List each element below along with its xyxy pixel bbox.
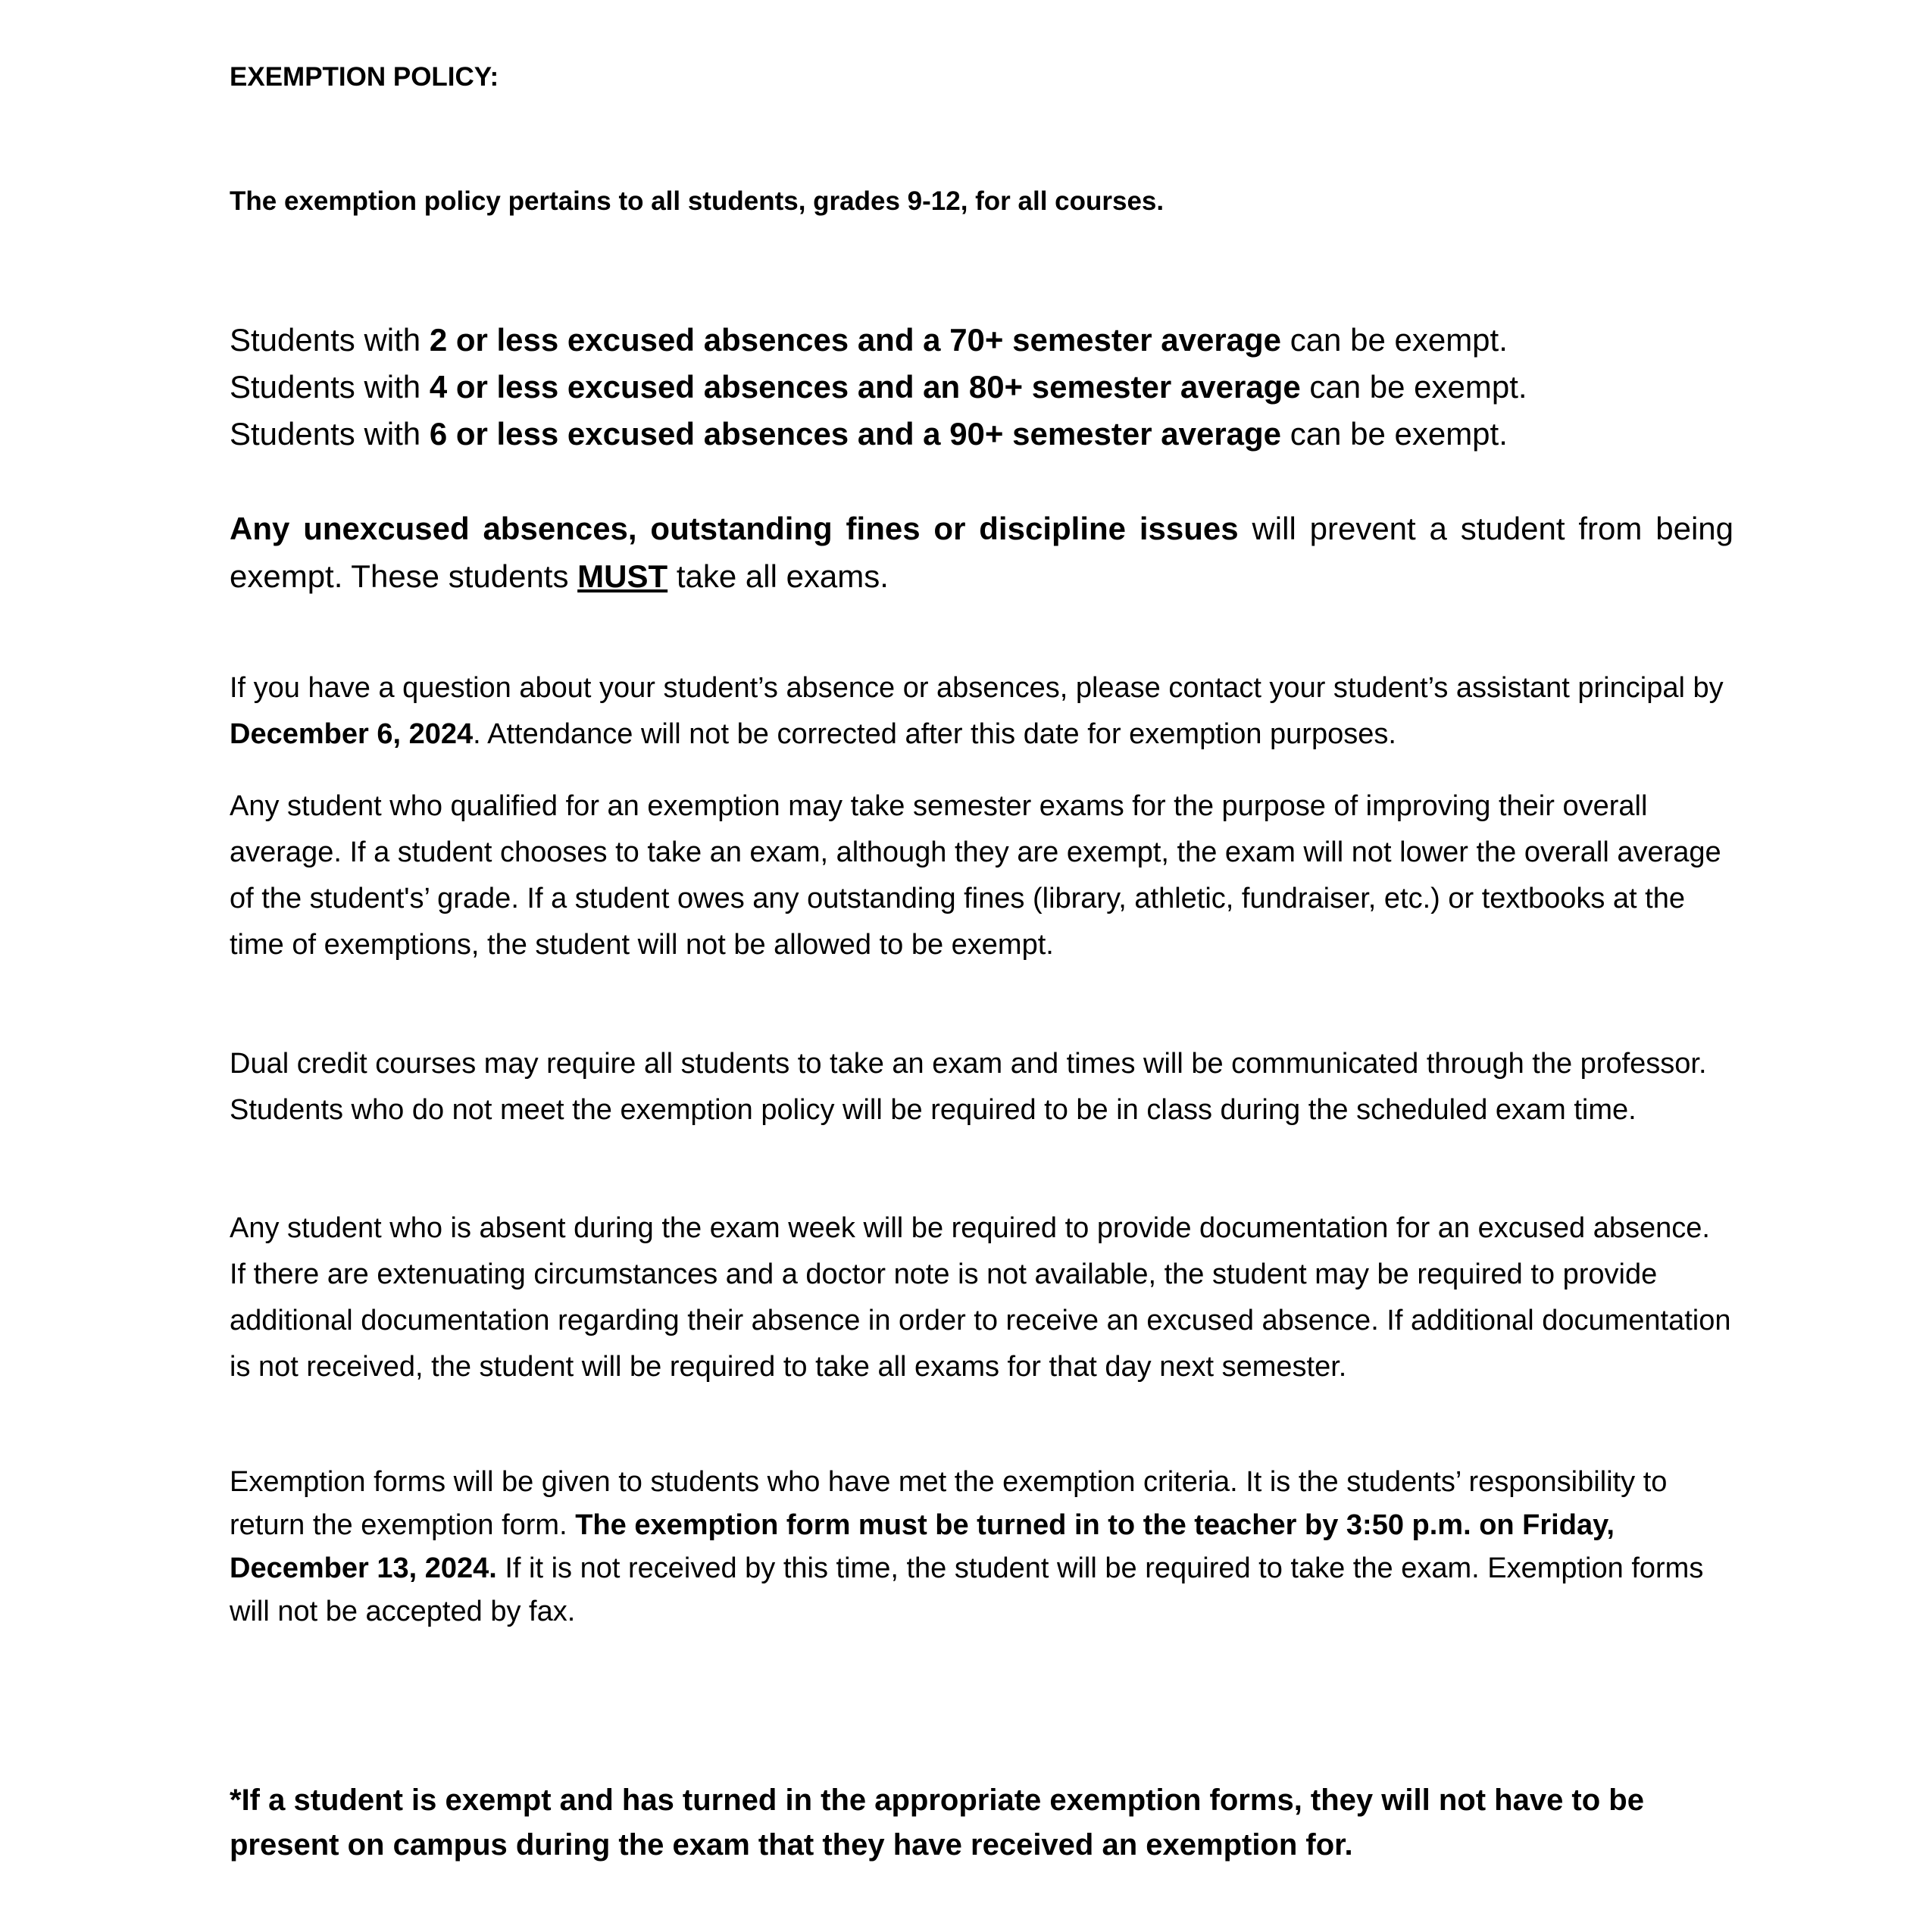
criteria-line <box>230 411 1733 458</box>
disqualification-conditions: Any unexcused absences, outstanding fines or discipline issues <box>230 511 1239 546</box>
question-text: If you have a question about your student’s absence or absences, please contact your student’s assistant principal by <box>230 672 1724 704</box>
criteria-suffix: can be exempt. <box>1300 369 1527 405</box>
absence-documentation-paragraph: Any student who is absent during the exam week will be required to provide documentation for an excused absence. If there are extenuating circumstances and a doctor note is not available, the student may be required to provide additional documentation regarding their absence in order to receive an excused absence. If additional documentation is not received, the student will be required to take all exams for that day next semester. <box>230 1212 1731 1383</box>
forms-text: Exemption forms will be given to students who have met the exemption criteria. It is the students’ responsibility to return the exemption form. <box>230 1466 1668 1541</box>
criteria-line <box>230 364 1733 411</box>
campus-presence-footnote: *If a student is exempt and has turned in the appropriate exemption forms, they will not have to be present on campus during the exam that they have received an exemption for. <box>230 1784 1644 1862</box>
criteria-condition: 6 or less excused absences and a 90+ semester average <box>429 416 1282 452</box>
policy-scope: The exemption policy pertains to all students, grades 9-12, for all courses. <box>230 186 1165 216</box>
criteria-suffix: can be exempt. <box>1281 416 1508 452</box>
criteria-prefix: Students with <box>230 416 430 452</box>
page-title: EXEMPTION POLICY: <box>230 62 499 92</box>
disqualification-end: take all exams. <box>667 558 889 594</box>
forms-end: If it is not received by this time, the student will be required to take the exam. Exemption forms will not be accepted by fax. <box>230 1552 1704 1627</box>
criteria-condition: 4 or less excused absences and an 80+ semester average <box>429 369 1301 405</box>
optional-exam-paragraph: Any student who qualified for an exemption may take semester exams for the purpose of improving their overall average. If a student chooses to take an exam, although they are exempt, the exam will not lower the overall average of the student's’ grade. If a student owes any outstanding fines (library, athletic, fundraiser, etc.) or textbooks at the time of exemptions, the student will not be allowed to be exempt. <box>230 790 1721 961</box>
form-deadline: The exemption form must be turned in to the teacher by 3:50 p.m. on Friday, December 13, 2024. <box>230 1509 1615 1584</box>
question-end: . Attendance will not be corrected after this date for exemption purposes. <box>473 718 1396 750</box>
attendance-question-paragraph <box>230 665 1733 758</box>
exemption-forms-paragraph <box>230 1461 1733 1633</box>
dual-credit-paragraph: Dual credit courses may require all students to take an exam and times will be communicated through the professor. Students who do not meet the exemption policy will be required to be in class during the scheduled exam time. <box>230 1048 1707 1126</box>
criteria-suffix: can be exempt. <box>1281 322 1508 358</box>
must-emphasis: MUST <box>577 558 668 594</box>
disqualification-text: will prevent a student from being exempt. These students <box>230 511 1733 594</box>
criteria-line <box>230 317 1733 364</box>
attendance-deadline-date: December 6, 2024 <box>230 718 474 750</box>
criteria-condition: 2 or less excused absences and a 70+ semester average <box>429 322 1282 358</box>
exemption-criteria-list <box>230 317 1733 458</box>
criteria-prefix: Students with <box>230 369 430 405</box>
disqualification-paragraph <box>230 505 1733 600</box>
criteria-prefix: Students with <box>230 322 430 358</box>
